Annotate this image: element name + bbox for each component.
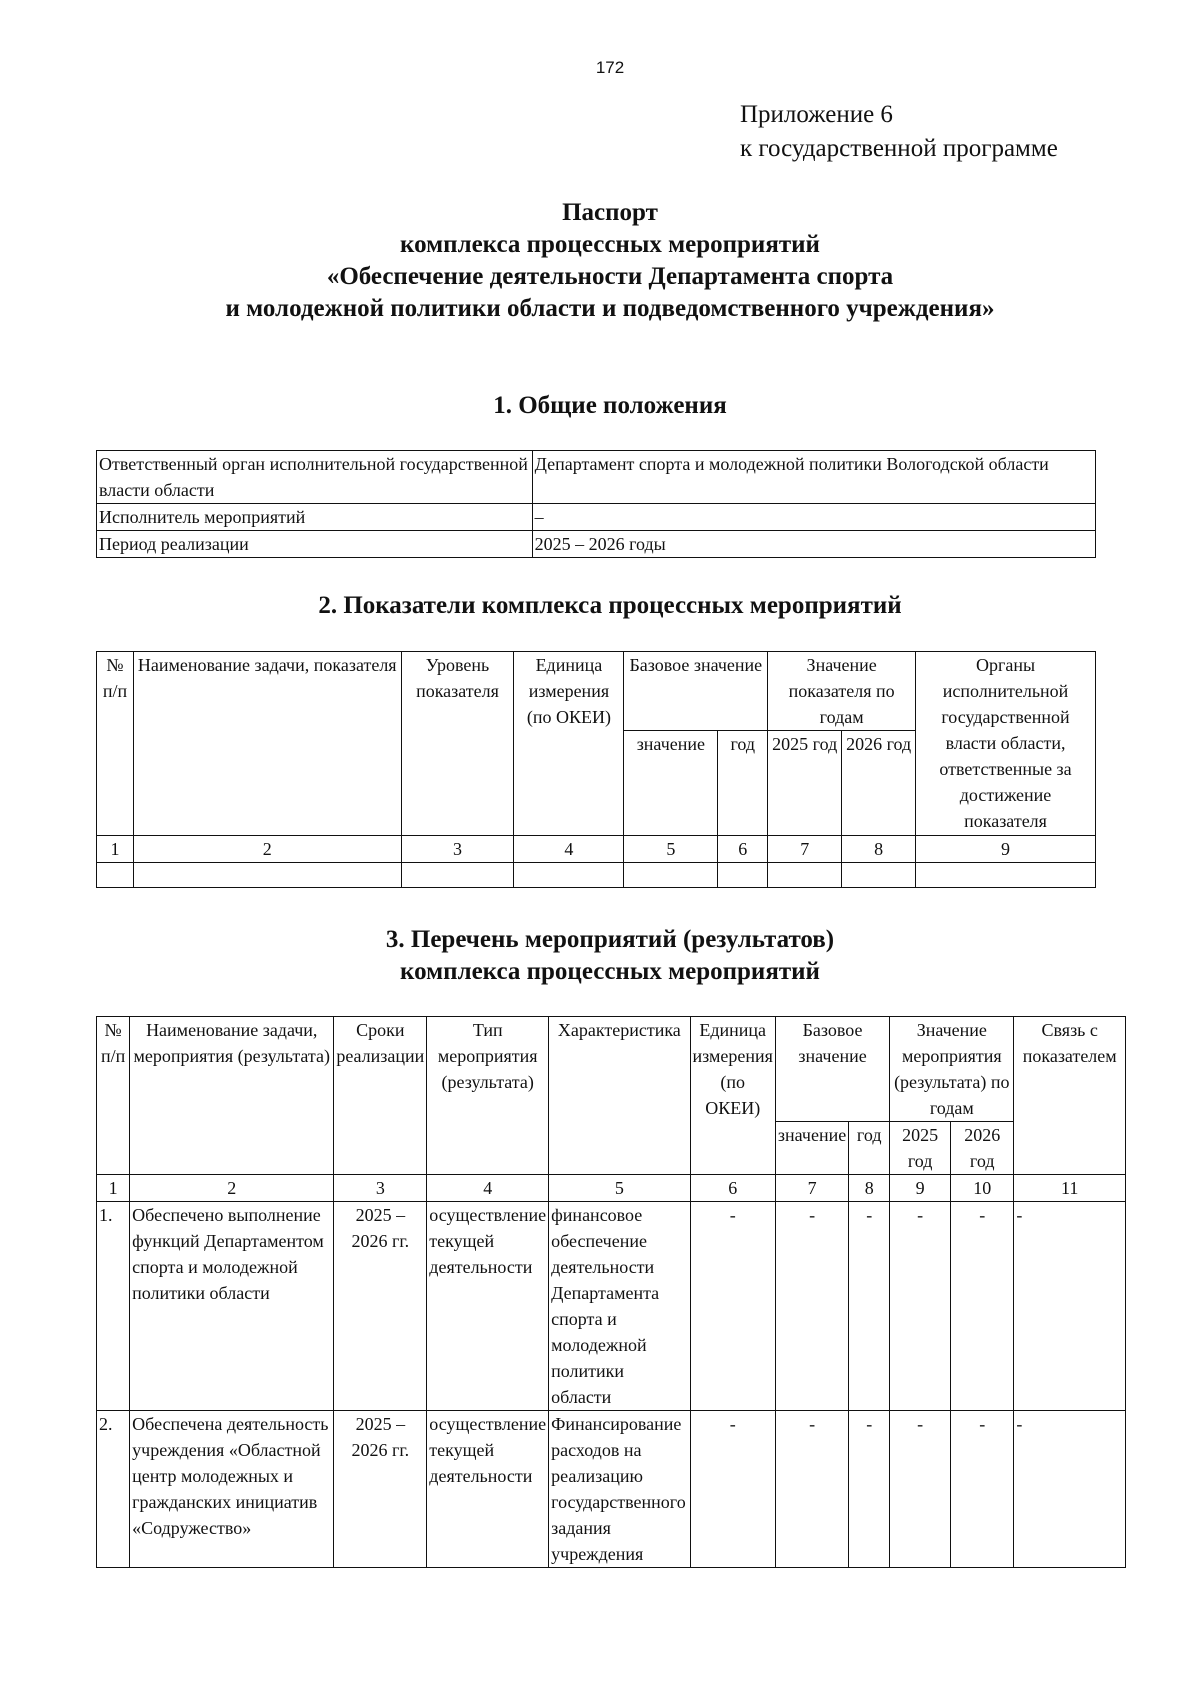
col-number: 4: [514, 836, 624, 863]
col-header-type: Тип мероприятия (результата): [427, 1017, 549, 1175]
col-number: 5: [549, 1175, 690, 1202]
row-terms: 2025 – 2026 гг.: [334, 1202, 427, 1411]
table-row: [97, 531, 1096, 558]
col-number: 10: [951, 1175, 1014, 1202]
empty-cell: [842, 863, 916, 888]
empty-cell: [514, 863, 624, 888]
row-num: 1.: [97, 1202, 130, 1411]
col-header-name: Наименование задачи, показателя: [133, 652, 401, 836]
col-number: 2: [130, 1175, 334, 1202]
row-value: –: [532, 504, 1095, 531]
section-3-heading-line-2: комплекса процессных мероприятий: [400, 958, 820, 985]
table-row: [97, 451, 1096, 504]
row-type: осуществление текущей деятельности: [427, 1202, 549, 1411]
appendix-line-2: к государственной программе: [740, 135, 1058, 162]
col-header-organs: Органы исполнительной государственной власти области, ответственные за достижение показателя: [916, 652, 1096, 836]
row-num: 2.: [97, 1411, 130, 1568]
row-base-year: -: [849, 1411, 890, 1568]
table-row: [97, 1202, 1126, 1411]
row-link: -: [1014, 1202, 1126, 1411]
col-header-2026: 2026 год: [842, 731, 916, 836]
col-header-2025: 2025 год: [768, 731, 842, 836]
table-header-row: [97, 652, 1096, 731]
section-1-heading: 1. Общие положения: [493, 392, 727, 419]
col-header-target: Значение мероприятия (результата) по годам: [890, 1017, 1014, 1122]
col-header-characteristic: Характеристика: [549, 1017, 690, 1175]
row-link: -: [1014, 1411, 1126, 1568]
empty-cell: [916, 863, 1096, 888]
general-provisions-table: [96, 450, 1096, 558]
col-header-unit: Единица измерения (по ОКЕИ): [514, 652, 624, 836]
col-number: 2: [133, 836, 401, 863]
col-number: 1: [97, 836, 134, 863]
col-header-terms: Сроки реализации: [334, 1017, 427, 1175]
row-value: Департамент спорта и молодежной политики Вологодской области: [532, 451, 1095, 504]
row-unit: -: [690, 1411, 775, 1568]
row-2026: -: [951, 1202, 1014, 1411]
row-characteristic: Финансирование расходов на реализацию государственного задания учреждения: [549, 1411, 690, 1568]
indicators-table: [96, 651, 1096, 888]
document-title: [0, 197, 1200, 325]
row-value: 2025 – 2026 годы: [532, 531, 1095, 558]
col-header-num: № п/п: [97, 652, 134, 836]
appendix-note: [740, 98, 1058, 166]
title-line-1: Паспорт: [562, 199, 658, 226]
row-characteristic: финансовое обеспечение деятельности Департамента спорта и молодежной политики области: [549, 1202, 690, 1411]
row-label: Ответственный орган исполнительной государственной власти области: [97, 451, 533, 504]
row-terms: 2025 – 2026 гг.: [334, 1411, 427, 1568]
col-number: 11: [1014, 1175, 1126, 1202]
col-number: 1: [97, 1175, 130, 1202]
title-line-2: комплекса процессных мероприятий: [400, 231, 820, 258]
empty-cell: [718, 863, 768, 888]
page-number: 172: [595, 58, 625, 77]
col-number: 5: [624, 836, 718, 863]
row-2025: -: [890, 1411, 951, 1568]
table-row: [97, 1411, 1126, 1568]
col-header-name: Наименование задачи, мероприятия (результата): [130, 1017, 334, 1175]
row-name: Обеспечена деятельность учреждения «Областной центр молодежных и гражданских инициатив «Содружество»: [130, 1411, 334, 1568]
row-label: Исполнитель мероприятий: [97, 504, 533, 531]
col-header-unit: Единица измерения (по ОКЕИ): [690, 1017, 775, 1175]
col-number: 9: [890, 1175, 951, 1202]
title-line-4: и молодежной политики области и подведомственного учреждения»: [225, 295, 995, 322]
col-header-target: Значение показателя по годам: [768, 652, 916, 731]
table-row: [97, 504, 1096, 531]
col-header-level: Уровень показателя: [401, 652, 514, 836]
table-header-row: [97, 1017, 1126, 1122]
col-header-base-year: год: [718, 731, 768, 836]
col-number: 7: [775, 1175, 848, 1202]
row-type: осуществление текущей деятельности: [427, 1411, 549, 1568]
row-base-year: -: [849, 1202, 890, 1411]
section-3-heading: [0, 924, 1200, 988]
section-2-heading: 2. Показатели комплекса процессных мероприятий: [318, 592, 902, 619]
col-number: 7: [768, 836, 842, 863]
col-number: 3: [401, 836, 514, 863]
empty-cell: [401, 863, 514, 888]
empty-row: [97, 863, 1096, 888]
row-2025: -: [890, 1202, 951, 1411]
row-label: Период реализации: [97, 531, 533, 558]
col-number: 9: [916, 836, 1096, 863]
col-header-base-value: значение: [775, 1122, 848, 1175]
col-number: 8: [849, 1175, 890, 1202]
col-header-2025: 2025 год: [890, 1122, 951, 1175]
col-header-2026: 2026 год: [951, 1122, 1014, 1175]
col-header-base: Базовое значение: [775, 1017, 889, 1122]
column-number-row: [97, 1175, 1126, 1202]
col-header-base-year: год: [849, 1122, 890, 1175]
section-3-heading-line-1: 3. Перечень мероприятий (результатов): [385, 926, 835, 953]
row-base-value: -: [775, 1411, 848, 1568]
column-number-row: [97, 836, 1096, 863]
empty-cell: [133, 863, 401, 888]
col-header-base-value: значение: [624, 731, 718, 836]
empty-cell: [97, 863, 134, 888]
measures-table: [96, 1016, 1126, 1568]
col-number: 3: [334, 1175, 427, 1202]
row-unit: -: [690, 1202, 775, 1411]
appendix-line-1: Приложение 6: [740, 101, 893, 128]
empty-cell: [768, 863, 842, 888]
col-number: 4: [427, 1175, 549, 1202]
empty-cell: [624, 863, 718, 888]
col-number: 6: [718, 836, 768, 863]
col-number: 6: [690, 1175, 775, 1202]
col-number: 8: [842, 836, 916, 863]
row-base-value: -: [775, 1202, 848, 1411]
row-2026: -: [951, 1411, 1014, 1568]
row-name: Обеспечено выполнение функций Департаментом спорта и молодежной политики области: [130, 1202, 334, 1411]
col-header-num: № п/п: [97, 1017, 130, 1175]
col-header-base: Базовое значение: [624, 652, 768, 731]
title-line-3: «Обеспечение деятельности Департамента спорта: [326, 263, 894, 290]
col-header-link: Связь с показателем: [1014, 1017, 1126, 1175]
